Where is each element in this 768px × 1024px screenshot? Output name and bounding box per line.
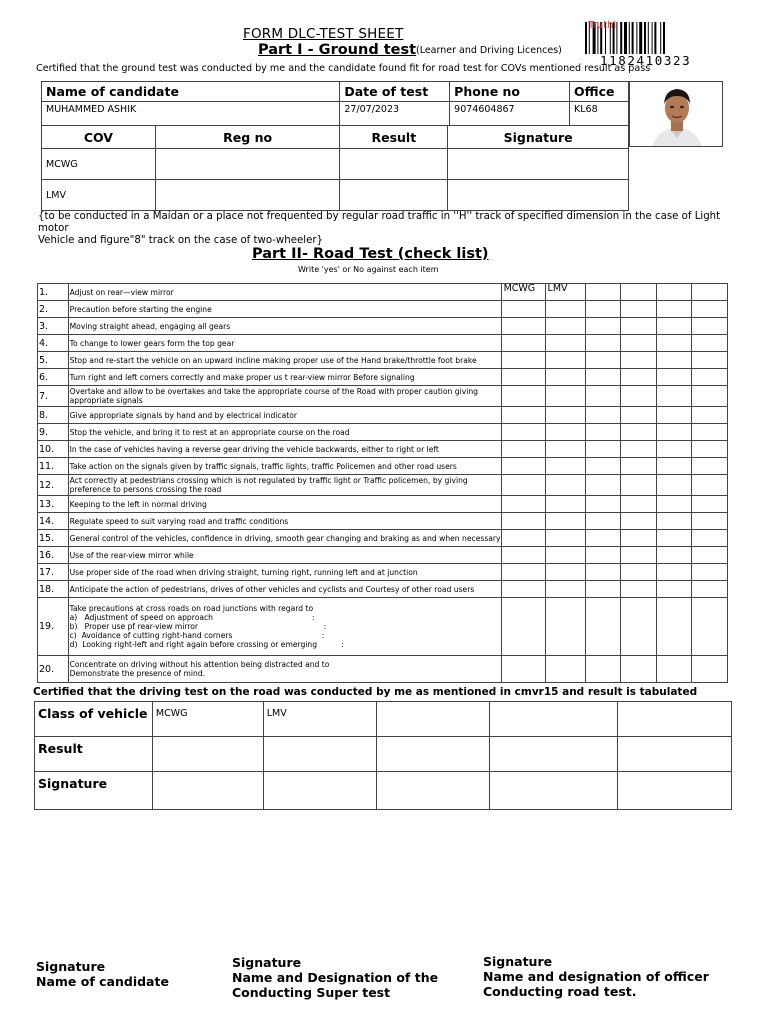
checklist-answer-cell[interactable] <box>501 513 545 530</box>
checklist-answer-cell[interactable] <box>585 598 621 656</box>
signature-cell[interactable] <box>448 149 629 180</box>
checklist-answer-cell[interactable] <box>656 301 692 318</box>
cov-header: COV <box>42 126 156 149</box>
checklist-answer-cell[interactable] <box>585 513 621 530</box>
designation-label: Name and designation of officer <box>483 969 709 984</box>
checklist-answer-cell[interactable] <box>621 369 657 386</box>
checklist-row <box>38 386 728 407</box>
checklist-answer-cell[interactable] <box>501 475 545 496</box>
checklist-answer-cell[interactable] <box>545 564 585 581</box>
checklist-answer-cell[interactable] <box>692 386 728 407</box>
checklist-number: 13. <box>38 496 69 513</box>
checklist-number: 17. <box>38 564 69 581</box>
checklist-answer-cell[interactable] <box>656 424 692 441</box>
checklist-answer-cell[interactable] <box>692 656 728 683</box>
signature-label: Signature <box>35 772 153 810</box>
checklist-item-text: Adjust on rear—view mirror <box>68 284 501 301</box>
checklist-answer-cell[interactable] <box>545 475 585 496</box>
result-cell[interactable] <box>263 737 376 772</box>
checklist-answer-cell[interactable] <box>545 530 585 547</box>
checklist-answer-cell[interactable] <box>656 564 692 581</box>
checklist-answer-cell[interactable] <box>585 407 621 424</box>
checklist-item-text: Overtake and allow to be overtakes and take the appropriate course of the Road with proper caution giving appropriate signals <box>68 386 501 407</box>
checklist-answer-cell[interactable] <box>692 496 728 513</box>
checklist-row <box>38 424 728 441</box>
checklist-answer-cell[interactable] <box>656 318 692 335</box>
ground-test-certification: Certified that the ground test was conducted by me and the candidate found fit for road test for COVs mentioned result as pass <box>36 63 651 74</box>
checklist-answer-cell[interactable] <box>501 318 545 335</box>
checklist-answer-cell[interactable] <box>585 564 621 581</box>
checklist-answer-cell[interactable] <box>585 475 621 496</box>
road-result-table <box>34 701 732 810</box>
checklist-answer-cell[interactable] <box>692 284 728 301</box>
result-cell[interactable] <box>152 737 263 772</box>
checklist-number: 16. <box>38 547 69 564</box>
checklist-answer-cell[interactable] <box>692 547 728 564</box>
signature-label: Signature <box>483 954 553 969</box>
checklist-item-text: Give appropriate signals by hand and by electrical indicator <box>68 407 501 424</box>
checklist-item-text: Act correctly at pedestrians crossing which is not regulated by traffic light or Traffic policemen, by giving preference to persons crossing the road <box>68 475 501 496</box>
checklist-answer-cell[interactable] <box>501 369 545 386</box>
checklist-answer-cell[interactable] <box>545 318 585 335</box>
checklist-answer-cell[interactable] <box>621 475 657 496</box>
checklist-answer-cell[interactable] <box>585 581 621 598</box>
signature-cell[interactable] <box>263 772 376 810</box>
checklist-answer-cell[interactable] <box>621 284 657 301</box>
checklist-answer-cell[interactable] <box>656 352 692 369</box>
checklist-answer-cell[interactable] <box>692 318 728 335</box>
checklist-answer-cell[interactable] <box>501 352 545 369</box>
form-title: FORM DLC-TEST SHEET <box>243 26 404 42</box>
checklist-answer-cell[interactable]: LMV <box>545 284 585 301</box>
checklist-row <box>38 458 728 475</box>
cov-table <box>41 125 629 211</box>
result-cell[interactable] <box>490 737 618 772</box>
checklist-answer-cell[interactable] <box>692 598 728 656</box>
checklist-answer-cell[interactable] <box>545 581 585 598</box>
signature-label: Signature <box>232 955 302 970</box>
checklist-answer-cell[interactable] <box>692 530 728 547</box>
checklist-answer-cell[interactable] <box>692 424 728 441</box>
checklist-number: 3. <box>38 318 69 335</box>
checklist-answer-cell[interactable] <box>656 598 692 656</box>
class-of-vehicle-label: Class of vehicle <box>35 702 153 737</box>
checklist-answer-cell[interactable] <box>621 352 657 369</box>
checklist-item-text: Concentrate on driving without his attention being distracted and to Demonstrate the presence of mind. <box>68 656 501 683</box>
checklist-answer-cell[interactable] <box>692 369 728 386</box>
checklist-answer-cell[interactable] <box>585 335 621 352</box>
checklist-row <box>38 352 728 369</box>
checklist-answer-cell[interactable] <box>545 656 585 683</box>
checklist-answer-cell[interactable] <box>656 581 692 598</box>
candidate-phone: 9074604867 <box>450 102 570 126</box>
checklist-answer-cell[interactable] <box>621 458 657 475</box>
part2-title: Part II- Road Test (check list) <box>252 246 489 262</box>
checklist-answer-cell[interactable] <box>692 475 728 496</box>
checklist-row <box>38 335 728 352</box>
checklist-answer-cell[interactable] <box>621 581 657 598</box>
checklist-answer-cell[interactable] <box>621 301 657 318</box>
checklist-answer-cell[interactable] <box>501 458 545 475</box>
signature-cell[interactable] <box>618 772 732 810</box>
checklist-answer-cell[interactable] <box>621 407 657 424</box>
checklist-answer-cell[interactable] <box>585 369 621 386</box>
checklist-answer-cell[interactable] <box>656 656 692 683</box>
checklist-answer-cell[interactable] <box>692 301 728 318</box>
checklist-number: 2. <box>38 301 69 318</box>
checklist-item-text: Precaution before starting the engine <box>68 301 501 318</box>
checklist-answer-cell[interactable] <box>501 335 545 352</box>
checklist-answer-cell[interactable] <box>501 301 545 318</box>
checklist-row <box>38 301 728 318</box>
result-cell[interactable] <box>376 737 490 772</box>
checklist-answer-cell[interactable] <box>692 458 728 475</box>
checklist-answer-cell[interactable] <box>545 407 585 424</box>
checklist-answer-cell[interactable] <box>501 496 545 513</box>
checklist-answer-cell[interactable] <box>585 301 621 318</box>
checklist-answer-cell[interactable] <box>621 530 657 547</box>
checklist-answer-cell[interactable] <box>501 386 545 407</box>
checklist-answer-cell[interactable] <box>545 386 585 407</box>
checklist-answer-cell[interactable] <box>585 424 621 441</box>
regno-cell[interactable] <box>155 149 340 180</box>
class-cell: LMV <box>263 702 376 737</box>
checklist-row <box>38 530 728 547</box>
checklist-item-text: Use proper side of the road when driving straight, turning right, running left and at junction <box>68 564 501 581</box>
name-header: Name of candidate <box>42 82 340 102</box>
checklist-number: 12. <box>38 475 69 496</box>
cov-cell: MCWG <box>42 149 156 180</box>
checklist-answer-cell[interactable] <box>692 581 728 598</box>
checklist-item-text: Take precautions at cross roads on road junctions with regard to a) Adjustment of speed on approach : b) Proper use pf rear-view mirror : c) Avoidance of cutting right-hand corners : d) Looking right-left and right again before crossing or emerging : <box>68 598 501 656</box>
checklist-number: 9. <box>38 424 69 441</box>
checklist-row <box>38 369 728 386</box>
checklist-item-text: Take action on the signals given by traffic signals, traffic lights, traffic Policemen and other road users <box>68 458 501 475</box>
checklist-answer-cell[interactable] <box>656 441 692 458</box>
checklist-item-text: Stop the vehicle, and bring it to rest at an appropriate course on the road <box>68 424 501 441</box>
checklist-answer-cell[interactable] <box>621 496 657 513</box>
checklist-answer-cell[interactable] <box>692 407 728 424</box>
checklist-item-text: Stop and re-start the vehicle on an upward incline making proper use of the Hand brake/throttle foot brake <box>68 352 501 369</box>
checklist-answer-cell[interactable] <box>656 530 692 547</box>
part2-instruction: Write 'yes' or No against each item <box>298 265 439 274</box>
checklist-item-text: General control of the vehicles, confidence in driving, smooth gear changing and braking as and when necessary <box>68 530 501 547</box>
checklist-row <box>38 581 728 598</box>
checklist-answer-cell[interactable] <box>621 424 657 441</box>
checklist-row <box>38 407 728 424</box>
part1-title: Part I - Ground test <box>258 42 417 58</box>
checklist-answer-cell[interactable] <box>621 386 657 407</box>
checklist-item-text: Regulate speed to suit varying road and traffic conditions <box>68 513 501 530</box>
name-label: Name of candidate <box>36 974 169 989</box>
barcode-number: 1182410323 <box>600 53 692 68</box>
signature-cell[interactable] <box>448 180 629 211</box>
class-cell <box>376 702 490 737</box>
checklist-answer-cell[interactable] <box>656 335 692 352</box>
checklist-number: 7. <box>38 386 69 407</box>
signature-cell[interactable] <box>152 772 263 810</box>
checklist-answer-cell[interactable] <box>621 318 657 335</box>
checklist-answer-cell[interactable] <box>501 407 545 424</box>
checklist-answer-cell[interactable] <box>656 284 692 301</box>
checklist-answer-cell[interactable] <box>656 458 692 475</box>
checklist-answer-cell[interactable] <box>501 441 545 458</box>
checklist-answer-cell[interactable]: MCWG <box>501 284 545 301</box>
office-code: KL68 <box>570 102 629 126</box>
checklist-row <box>38 496 728 513</box>
result-cell[interactable] <box>340 149 448 180</box>
checklist-answer-cell[interactable] <box>545 598 585 656</box>
road-test-checklist <box>37 283 728 683</box>
date-header: Date of test <box>340 82 450 102</box>
checklist-answer-cell[interactable] <box>501 598 545 656</box>
super-test-signature-block <box>232 955 438 1000</box>
checklist-answer-cell[interactable] <box>501 424 545 441</box>
checklist-number: 10. <box>38 441 69 458</box>
checklist-row <box>38 564 728 581</box>
checklist-answer-cell[interactable] <box>501 581 545 598</box>
checklist-answer-cell[interactable] <box>656 386 692 407</box>
checklist-answer-cell[interactable] <box>545 335 585 352</box>
checklist-answer-cell[interactable] <box>621 547 657 564</box>
checklist-answer-cell[interactable] <box>621 598 657 656</box>
signature-header: Signature <box>448 126 629 149</box>
checklist-answer-cell[interactable] <box>545 352 585 369</box>
checklist-item-text: Turn right and left corners correctly and make proper us t rear-view mirror Before signaling <box>68 369 501 386</box>
class-cell <box>618 702 732 737</box>
checklist-row <box>38 656 728 683</box>
checklist-number: 18. <box>38 581 69 598</box>
checklist-number: 11. <box>38 458 69 475</box>
checklist-row <box>38 513 728 530</box>
candidate-name: MUHAMMED ASHIK <box>42 102 340 126</box>
checklist-answer-cell[interactable] <box>585 318 621 335</box>
result-cell[interactable] <box>618 737 732 772</box>
checklist-answer-cell[interactable] <box>585 547 621 564</box>
checklist-number: 4. <box>38 335 69 352</box>
designation-label: Name and Designation of the <box>232 970 439 985</box>
checklist-number: 19. <box>38 598 69 656</box>
checklist-answer-cell[interactable] <box>585 284 621 301</box>
checklist-answer-cell[interactable] <box>621 441 657 458</box>
table-row <box>42 149 629 180</box>
checklist-answer-cell[interactable] <box>545 424 585 441</box>
checklist-answer-cell[interactable] <box>545 369 585 386</box>
candidate-photo <box>629 81 723 147</box>
checklist-answer-cell[interactable] <box>585 530 621 547</box>
checklist-answer-cell[interactable] <box>501 547 545 564</box>
checklist-row <box>38 441 728 458</box>
checklist-number: 8. <box>38 407 69 424</box>
signature-cell[interactable] <box>376 772 490 810</box>
candidate-photo-image <box>630 82 723 147</box>
checklist-number: 6. <box>38 369 69 386</box>
checklist-answer-cell[interactable] <box>692 564 728 581</box>
checklist-number: 20. <box>38 656 69 683</box>
checklist-item-text: To change to lower gears form the top gear <box>68 335 501 352</box>
checklist-answer-cell[interactable] <box>656 496 692 513</box>
test-date: 27/07/2023 <box>340 102 450 126</box>
checklist-answer-cell[interactable] <box>585 458 621 475</box>
checklist-answer-cell[interactable] <box>545 441 585 458</box>
checklist-number: 15. <box>38 530 69 547</box>
candidate-table <box>41 81 629 126</box>
checklist-answer-cell[interactable] <box>692 352 728 369</box>
signature-cell[interactable] <box>490 772 618 810</box>
checklist-item-text: Moving straight ahead, engaging all gears <box>68 318 501 335</box>
ground-test-note: {to be conducted in a Maidan or a place not frequented by regular road traffic in ''H'' track of specified dimension in the case of Light motor Vehicle and figure"8" track on the case of two-wheeler} <box>38 211 721 246</box>
checklist-answer-cell[interactable] <box>585 656 621 683</box>
checklist-answer-cell[interactable] <box>692 335 728 352</box>
checklist-answer-cell[interactable] <box>545 496 585 513</box>
checklist-item-text: Keeping to the left in normal driving <box>68 496 501 513</box>
checklist-item-text: Use of the rear-view mirror while <box>68 547 501 564</box>
class-cell: MCWG <box>152 702 263 737</box>
checklist-answer-cell[interactable] <box>501 530 545 547</box>
barcode-stamp-text: Truthi <box>588 20 617 31</box>
checklist-answer-cell[interactable] <box>501 564 545 581</box>
result-cell[interactable] <box>340 180 448 211</box>
checklist-answer-cell[interactable] <box>621 564 657 581</box>
result-label: Result <box>35 737 153 772</box>
checklist-item-text: In the case of vehicles having a reverse gear driving the vehicle backwards, either to right or left <box>68 441 501 458</box>
checklist-answer-cell[interactable] <box>656 369 692 386</box>
part1-subtitle: (Learner and Driving Licences) <box>416 45 562 56</box>
checklist-answer-cell[interactable] <box>585 386 621 407</box>
checklist-number: 14. <box>38 513 69 530</box>
checklist-answer-cell[interactable] <box>545 547 585 564</box>
checklist-row <box>38 547 728 564</box>
checklist-answer-cell[interactable] <box>621 656 657 683</box>
checklist-answer-cell[interactable] <box>656 475 692 496</box>
phone-header: Phone no <box>450 82 570 102</box>
regno-cell[interactable] <box>155 180 340 211</box>
designation-label: Conducting Super test <box>232 985 391 1000</box>
checklist-number: 5. <box>38 352 69 369</box>
checklist-answer-cell[interactable] <box>545 301 585 318</box>
checklist-answer-cell[interactable] <box>656 513 692 530</box>
cov-cell: LMV <box>42 180 156 211</box>
table-row <box>42 180 629 211</box>
checklist-row <box>38 318 728 335</box>
regno-header: Reg no <box>155 126 340 149</box>
checklist-answer-cell[interactable] <box>656 547 692 564</box>
checklist-answer-cell[interactable] <box>692 441 728 458</box>
checklist-answer-cell[interactable] <box>621 513 657 530</box>
road-test-certification: Certified that the driving test on the road was conducted by me as mentioned in cmvr15 and result is tabulated <box>33 686 698 698</box>
class-cell <box>490 702 618 737</box>
checklist-answer-cell[interactable] <box>545 513 585 530</box>
checklist-row <box>38 475 728 496</box>
checklist-answer-cell[interactable] <box>656 407 692 424</box>
checklist-item-text: Anticipate the action of pedestrians, drives of other vehicles and cyclists and Courtesy of other road users <box>68 581 501 598</box>
checklist-row <box>38 284 728 301</box>
checklist-answer-cell[interactable] <box>545 458 585 475</box>
checklist-answer-cell[interactable] <box>585 352 621 369</box>
checklist-number: 1. <box>38 284 69 301</box>
officer-signature-block <box>483 954 709 999</box>
signature-label: Signature <box>36 959 106 974</box>
candidate-signature-block <box>36 959 169 989</box>
checklist-answer-cell[interactable] <box>621 335 657 352</box>
checklist-answer-cell[interactable] <box>585 441 621 458</box>
designation-label: Conducting road test. <box>483 984 637 999</box>
checklist-answer-cell[interactable] <box>692 513 728 530</box>
checklist-answer-cell[interactable] <box>585 496 621 513</box>
checklist-answer-cell[interactable] <box>501 656 545 683</box>
office-header: Office <box>570 82 629 102</box>
result-header: Result <box>340 126 448 149</box>
checklist-row <box>38 598 728 656</box>
